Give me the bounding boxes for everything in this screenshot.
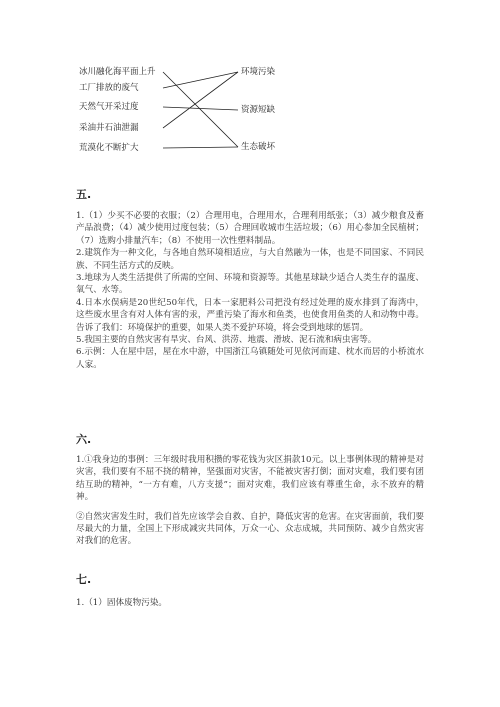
- answer-item: 6.示例：人在屋中居，屋在水中游，中国浙江乌镇随处可见依河而建、枕水而居的小桥流水人家。: [76, 347, 424, 370]
- answer-item: 3.地球为人类生活提供了所需的空间、环境和资源等。其他星球缺少适合人类生存的温度、氧气、水等。: [76, 273, 424, 296]
- answer-item: 5.我国主要的自然灾害有旱灾、台风、洪涝、地震、滑坡、泥石流和病虫害等。: [76, 335, 377, 346]
- left-item: 采油井石油泄漏: [79, 123, 139, 133]
- answer-item: 4.日本水俣病是20世纪50年代，日本一家肥料公司把没有经过处理的废水排到了海湾中，这些废水里含有对人体有害的汞，严重污染了海水和鱼类，也使食用鱼类的人和动物中毒。告诉了我们：环境保护的重要，如果人类不爱护环境，将会受到地球的惩罚。: [76, 297, 424, 333]
- right-item: 生态破坏: [241, 142, 276, 152]
- right-item: 资源短缺: [241, 105, 276, 115]
- answer-item: 1.（1）固体废物污染。: [76, 598, 168, 608]
- section-5-answers: [76, 210, 424, 371]
- right-item: 环境污染: [241, 67, 276, 77]
- section-heading: 七.: [76, 573, 92, 586]
- section-6-answers: [76, 454, 424, 548]
- section-heading: 五.: [76, 188, 92, 201]
- left-item: 工厂排放的废气: [79, 83, 139, 93]
- answer-item: 1.①我身边的事例：三年级时我用积攒的零花钱为灾区捐款10元。以上事例体现的精神是对灾害，我们要有不屈不挠的精神，坚强面对灾害，不能被灾害打倒；面对灾难，我们要有团结互助的精神，“一方有难，八方支援”；面对灾难，我们应该有尊重生命，永不放弃的精神。: [76, 455, 424, 503]
- match-line: [163, 147, 238, 148]
- answer-item: ②自然灾害发生时，我们首先应该学会自救、自护，降低灾害的危害。在灾害面前，我们要尽最大的力量，全国上下形成减灾共同体，万众一心、众志成城，共同预防、减少自然灾害对我们的危害。: [76, 511, 424, 547]
- left-item: 天然气开采过度: [79, 102, 139, 112]
- answer-item: 2.建筑作为一种文化，与各地自然环境相适应，与大自然融为一体，也是不同国家、不同民族、不同生活方式的反映。: [76, 248, 424, 271]
- matching-diagram: [0, 0, 500, 170]
- section-7-answers: [76, 597, 424, 609]
- left-item: 冰川融化海平面上升: [79, 67, 156, 77]
- answer-item: 1.（1）少买不必要的衣服；（2）合理用电，合理用水，合理利用纸张；（3）减少粮食及畜产品浪费；（4）减少使用过度包装；（5）合理回收城市生活垃圾；（6）用心参加全民植树；（7）选购小排量汽车；（8）不使用一次性塑料制品。: [76, 211, 424, 246]
- section-heading: 六.: [76, 433, 92, 446]
- left-item: 荒漠化不断扩大: [79, 143, 139, 153]
